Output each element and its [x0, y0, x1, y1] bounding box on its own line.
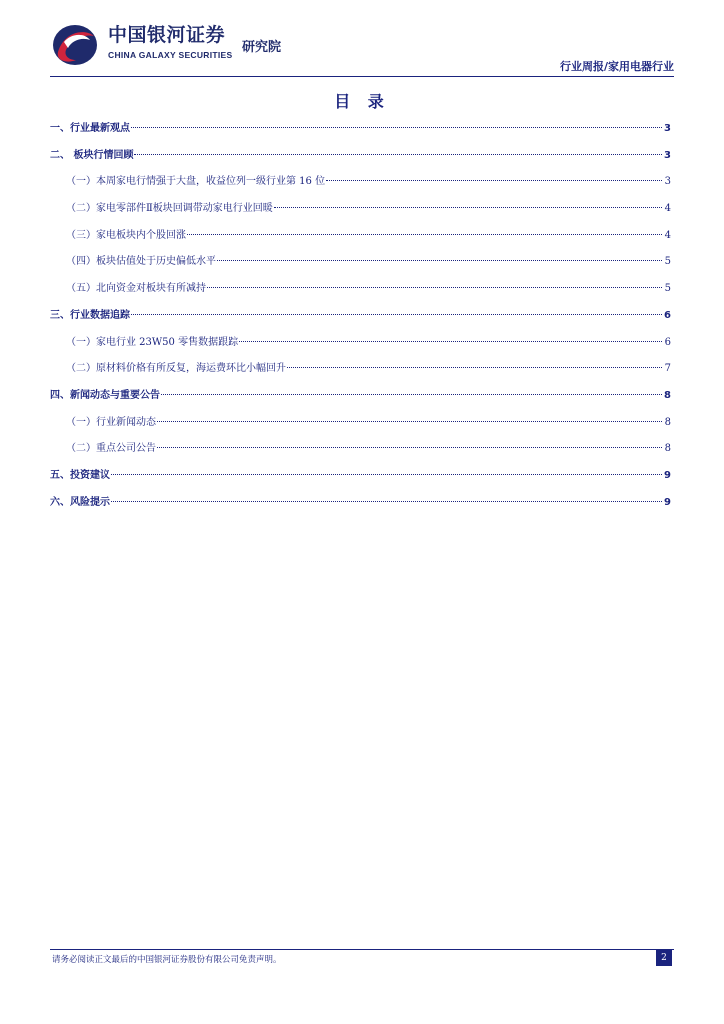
toc-entry-page: 6 — [664, 336, 671, 348]
toc-entry-page: 8 — [664, 389, 671, 401]
toc-subsection-entry[interactable] — [50, 436, 671, 463]
toc-dot-leader — [187, 234, 662, 235]
brand-name-cn: 中国银河证券 — [108, 24, 226, 46]
toc-dot-leader — [326, 180, 662, 181]
toc-entry-page: 8 — [664, 416, 671, 428]
toc-entry-page: 4 — [664, 229, 671, 241]
toc-entry-page: 5 — [664, 256, 671, 268]
toc-section-entry[interactable] — [50, 490, 671, 517]
toc-entry-page: 3 — [664, 123, 671, 134]
toc-section-entry[interactable] — [50, 383, 671, 410]
toc-entry-label: 二、 板块行情回顾 — [50, 149, 134, 161]
toc-dot-leader — [157, 421, 662, 422]
toc-entry-page: 9 — [664, 469, 671, 481]
toc-subsection-entry[interactable] — [50, 249, 671, 276]
toc-entry-page: 4 — [664, 203, 671, 215]
toc-subsection-entry[interactable] — [50, 169, 671, 196]
toc-subsection-entry[interactable] — [50, 356, 671, 383]
toc-entry-label: （二）原材料价格有所反复，海运费环比小幅回升 — [66, 363, 286, 375]
toc-entry-label: 三、行业数据追踪 — [50, 309, 130, 321]
toc-entry-label: （一）家电行业 23W50 零售数据跟踪 — [66, 336, 239, 348]
toc-entry-page: 7 — [664, 363, 671, 375]
toc-dot-leader — [157, 447, 662, 448]
toc-entry-label: 五、投资建议 — [50, 469, 110, 481]
toc-subsection-entry[interactable] — [50, 410, 671, 437]
toc-entry-label: （三）家电板块内个股回涨 — [66, 229, 186, 241]
toc-dot-leader — [239, 341, 662, 342]
toc-section-entry[interactable] — [50, 303, 671, 330]
toc-entry-label: （二）重点公司公告 — [66, 443, 156, 455]
toc-entry-label: 六、风险提示 — [50, 496, 110, 508]
institute-label: 研究院 — [242, 40, 282, 55]
toc-dot-leader — [217, 260, 662, 261]
toc-dot-leader — [207, 287, 662, 288]
toc-dot-leader — [131, 127, 662, 128]
toc-entry-page: 6 — [664, 309, 671, 321]
toc-entry-label: （二）家电零部件Ⅱ板块回调带动家电行业回暖 — [66, 203, 273, 215]
page-header — [50, 22, 674, 76]
report-type-label: 行业周报/家用电器行业 — [559, 60, 674, 73]
toc-entry-label: （一）行业新闻动态 — [66, 416, 156, 428]
page-number-badge: 2 — [656, 950, 672, 966]
footer-disclaimer: 请务必阅读正文最后的中国银河证券股份有限公司免责声明。 — [52, 955, 282, 965]
toc-entry-page: 9 — [664, 496, 671, 508]
galaxy-logo-icon — [50, 22, 100, 68]
table-of-contents — [50, 116, 671, 516]
brand-name-en: CHINA GALAXY SECURITIES — [108, 50, 233, 60]
toc-entry-page: 8 — [664, 443, 671, 455]
toc-dot-leader — [111, 501, 662, 502]
footer-divider — [50, 949, 674, 950]
toc-entry-label: 一、行业最新观点 — [50, 123, 130, 134]
toc-title: 目 录 — [334, 92, 390, 111]
toc-dot-leader — [134, 154, 662, 155]
toc-section-entry[interactable] — [50, 143, 671, 170]
toc-section-entry[interactable] — [50, 463, 671, 490]
toc-subsection-entry[interactable] — [50, 330, 671, 357]
toc-entry-label: （四）板块估值处于历史偏低水平 — [66, 256, 216, 268]
toc-dot-leader — [131, 314, 662, 315]
toc-subsection-entry[interactable] — [50, 223, 671, 250]
brand-block — [108, 26, 233, 60]
toc-entry-label: 四、新闻动态与重要公告 — [50, 389, 160, 401]
toc-dot-leader — [287, 367, 662, 368]
toc-entry-page: 3 — [664, 176, 671, 188]
toc-entry-page: 5 — [664, 283, 671, 295]
toc-entry-page: 3 — [664, 149, 671, 161]
toc-section-entry[interactable] — [50, 116, 671, 143]
toc-entry-label: （一）本周家电行情强于大盘，收益位列一级行业第 16 位 — [66, 176, 326, 188]
toc-dot-leader — [274, 207, 662, 208]
toc-dot-leader — [161, 394, 662, 395]
toc-subsection-entry[interactable] — [50, 276, 671, 303]
toc-dot-leader — [111, 474, 662, 475]
header-divider — [50, 76, 674, 77]
toc-subsection-entry[interactable] — [50, 196, 671, 223]
toc-entry-label: （五）北向资金对板块有所减持 — [66, 283, 206, 295]
